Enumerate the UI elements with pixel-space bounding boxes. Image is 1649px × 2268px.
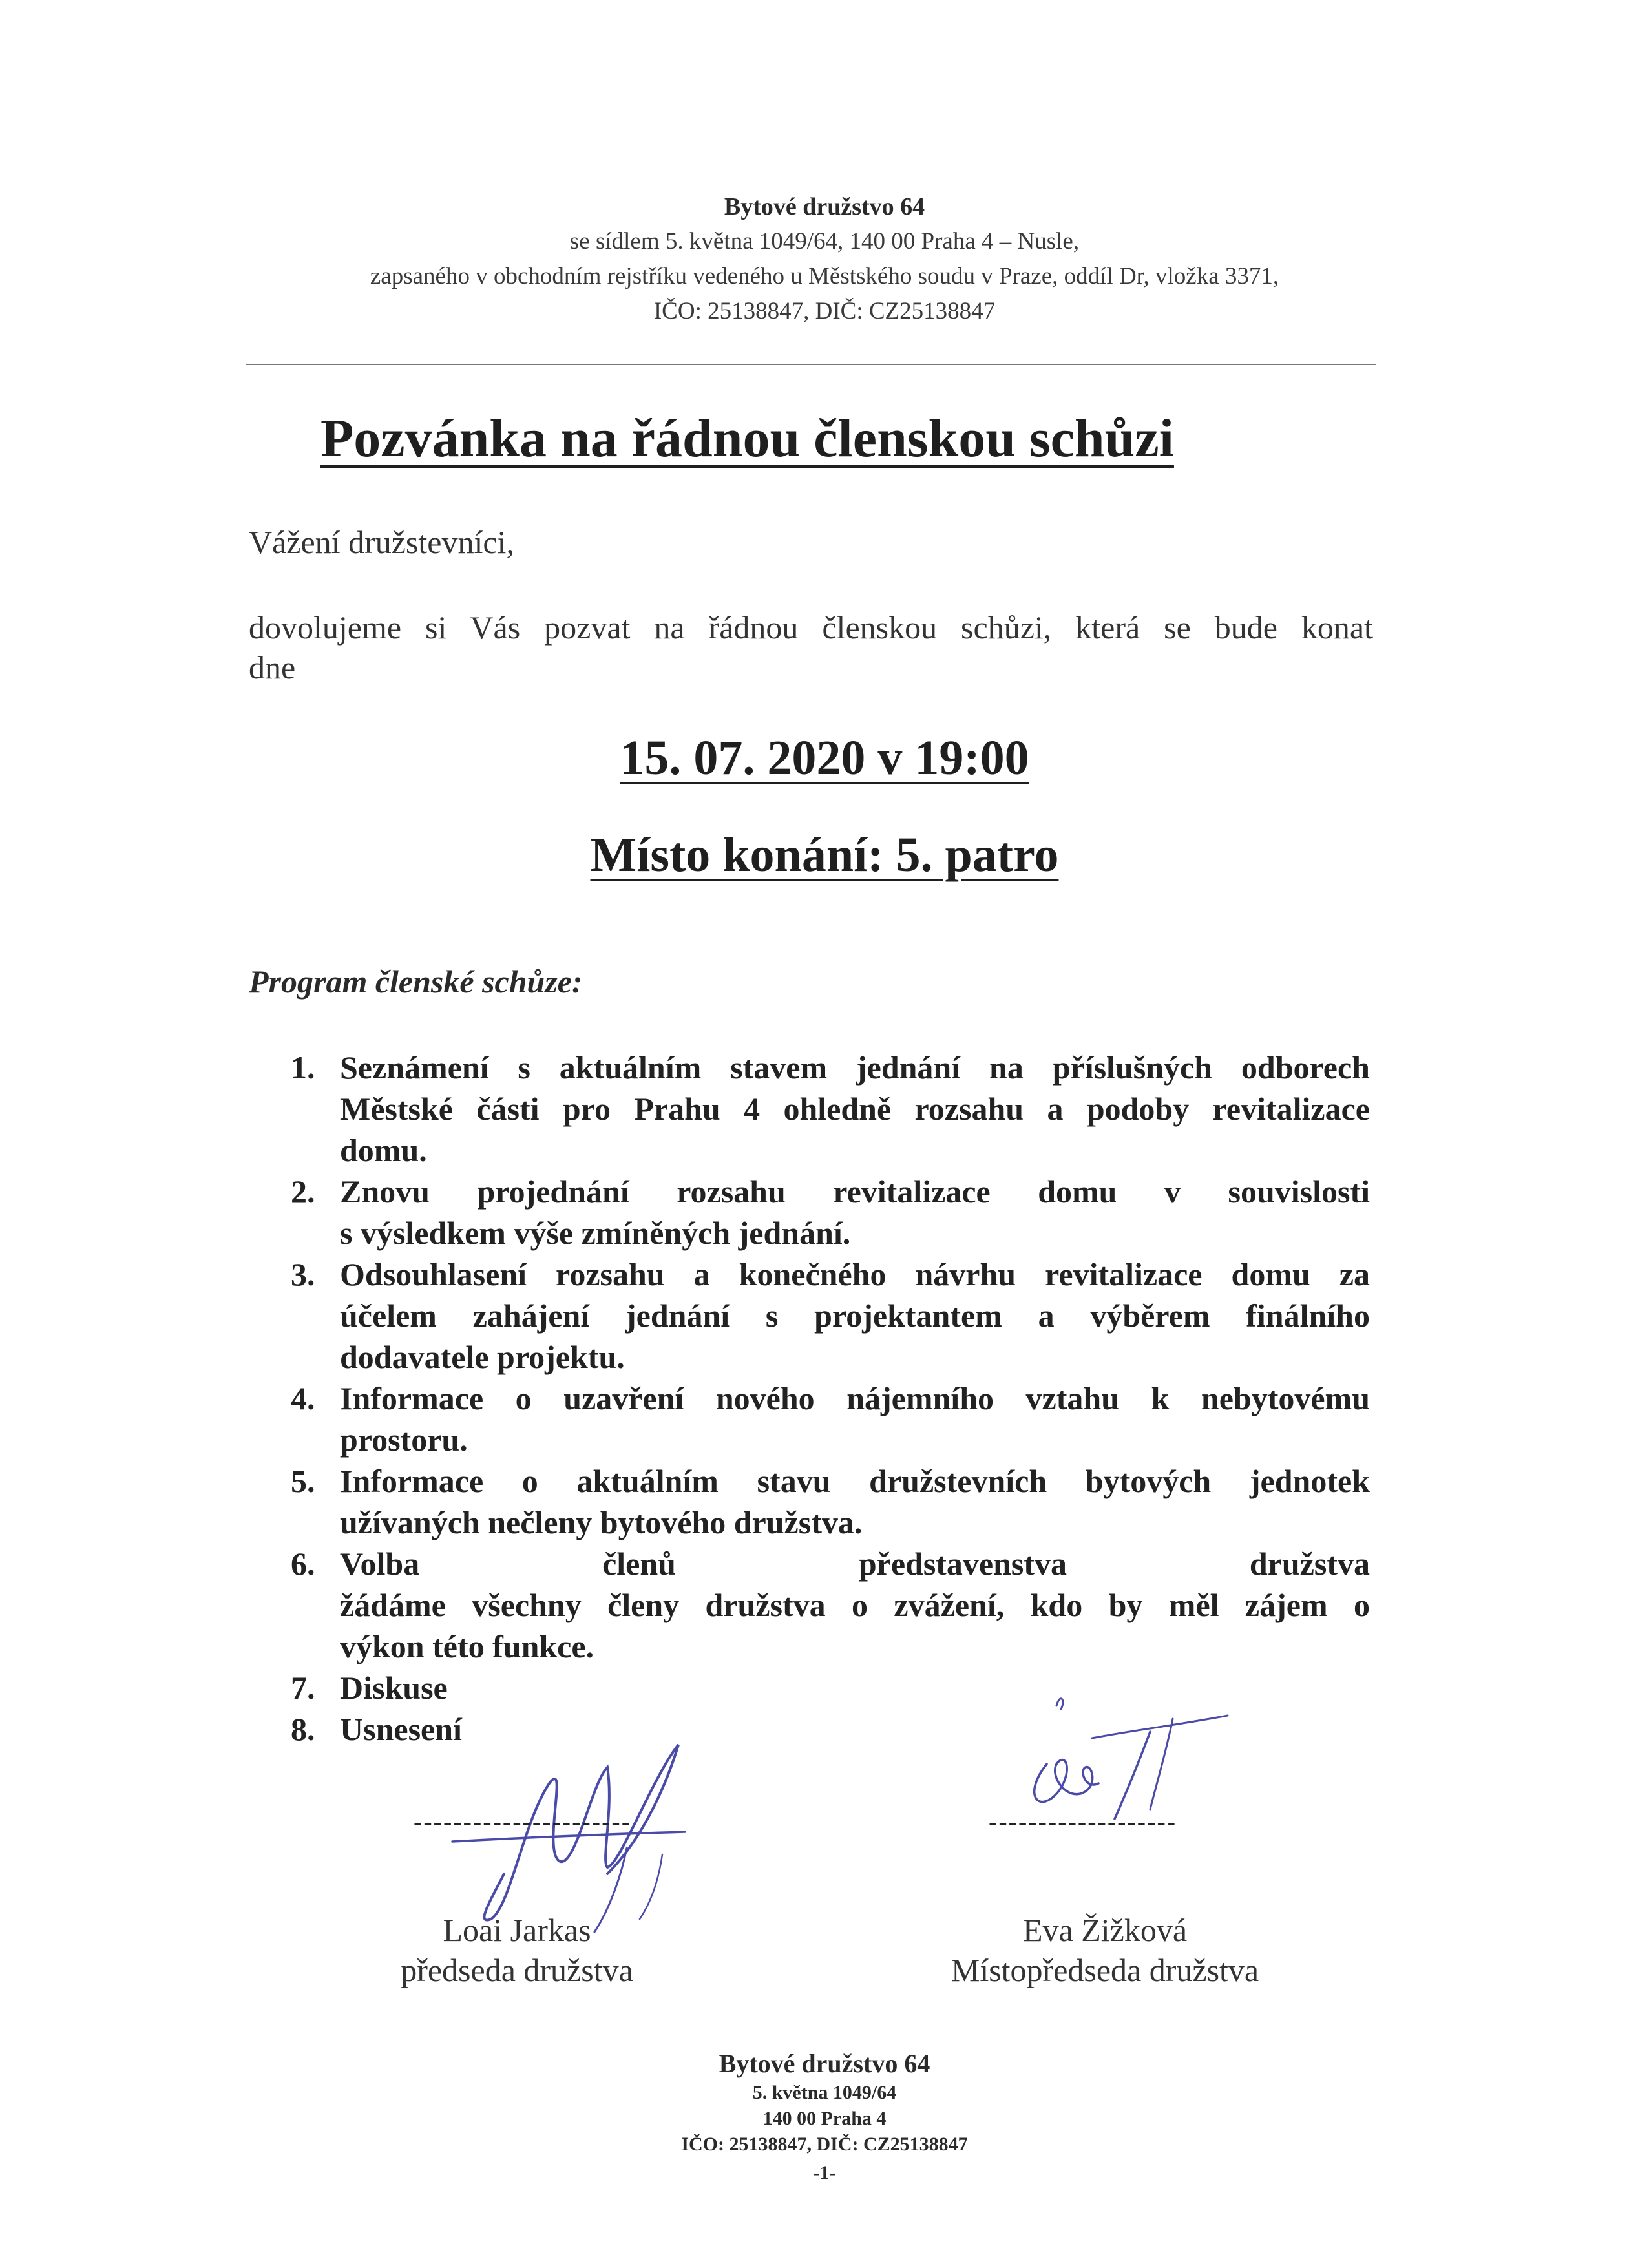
meeting-venue: Místo konání: 5. patro bbox=[590, 828, 1059, 882]
stamp-name: Bytové družstvo 64 bbox=[719, 2049, 930, 2078]
agenda-item-text: prostoru. bbox=[340, 1422, 468, 1458]
agenda-item-text: s výsledkem výše zmíněných jednání. bbox=[340, 1215, 851, 1251]
stamp-ids: IČO: 25138847, DIČ: CZ25138847 bbox=[681, 2134, 968, 2155]
agenda-item-text: účelem zahájení jednání s projektantem a výběrem finálního bbox=[340, 1297, 1370, 1334]
program-heading: Program členské schůze: bbox=[249, 963, 583, 1000]
agenda-item-number: 3. bbox=[291, 1256, 315, 1292]
agenda-item-text: domu. bbox=[340, 1132, 427, 1168]
signatory-role-right: Místopředseda družstva bbox=[951, 1952, 1259, 1988]
intro-text-line-2: dne bbox=[249, 649, 296, 686]
agenda-item-text: Diskuse bbox=[340, 1670, 448, 1706]
agenda-item-text: Informace o uzavření nového nájemního vztahu k nebytovému bbox=[340, 1380, 1370, 1416]
agenda-item-text: užívaných nečleny bytového družstva. bbox=[340, 1504, 863, 1540]
agenda-item-number: 5. bbox=[291, 1463, 315, 1499]
agenda-item-text: Seznámení s aktuálním stavem jednání na příslušných odborech bbox=[340, 1049, 1370, 1086]
agenda-item bbox=[291, 1047, 1370, 1171]
agenda-item bbox=[291, 1171, 1370, 1254]
stamp-street: 5. května 1049/64 bbox=[752, 2082, 897, 2103]
intro-text-line-1: dovolujeme si Vás pozvat na řádnou členskou schůzi, která se bude konat bbox=[249, 609, 1373, 646]
agenda-item bbox=[291, 1378, 1370, 1460]
agenda-item-number: 4. bbox=[291, 1380, 315, 1416]
agenda-item-text: Informace o aktuálním stavu družstevních bytových jednotek bbox=[340, 1463, 1370, 1499]
agenda-item-number: 8. bbox=[291, 1711, 315, 1747]
agenda-item-number: 2. bbox=[291, 1173, 315, 1210]
meeting-datetime: 15. 07. 2020 v 19:00 bbox=[620, 731, 1029, 785]
agenda-item-text: žádáme všechny členy družstva o zvážení, kdo by měl zájem o bbox=[340, 1587, 1370, 1623]
agenda-item-text: Usnesení bbox=[340, 1711, 462, 1747]
agenda-item-text: Znovu projednání rozsahu revitalizace domu v souvislosti bbox=[340, 1173, 1370, 1210]
stamp-city: 140 00 Praha 4 bbox=[762, 2108, 887, 2129]
organization-address: se sídlem 5. května 1049/64, 140 00 Praha 4 – Nusle, bbox=[569, 228, 1080, 255]
agenda-item-text: Odsouhlasení rozsahu a konečného návrhu revitalizace domu za bbox=[340, 1256, 1370, 1292]
organization-name: Bytové družstvo 64 bbox=[724, 193, 925, 220]
agenda-item-text: Volba členů představenstva družstva bbox=[340, 1546, 1370, 1582]
organization-ids: IČO: 25138847, DIČ: CZ25138847 bbox=[653, 298, 996, 324]
signatory-name-left: Loai Jarkas bbox=[443, 1912, 591, 1948]
agenda-item-number: 6. bbox=[291, 1546, 315, 1582]
agenda-item-text: Městské části pro Prahu 4 ohledně rozsahu a podoby revitalizace bbox=[340, 1091, 1370, 1127]
agenda-item bbox=[291, 1460, 1370, 1543]
agenda-item bbox=[291, 1543, 1370, 1667]
greeting: Vážení družstevníci, bbox=[249, 524, 514, 560]
agenda-item-text: dodavatele projektu. bbox=[340, 1339, 625, 1375]
agenda-item-number: 1. bbox=[291, 1049, 315, 1086]
agenda-item-text: výkon této funkce. bbox=[340, 1628, 594, 1664]
organization-registry: zapsaného v obchodním rejstříku vedeného u Městského soudu v Praze, oddíl Dr, vložka 3371, bbox=[370, 263, 1279, 289]
signature-line-right: ------------------- bbox=[989, 1807, 1177, 1836]
agenda-item-number: 7. bbox=[291, 1670, 315, 1706]
signature-line-left: ---------------------- bbox=[414, 1807, 632, 1836]
header-divider bbox=[246, 364, 1376, 365]
agenda-item bbox=[291, 1254, 1370, 1378]
signatory-name-right: Eva Žižková bbox=[1022, 1912, 1188, 1948]
agenda-list bbox=[291, 1047, 1370, 1750]
signatory-role-left: předseda družstva bbox=[401, 1952, 633, 1988]
page-number: -1- bbox=[813, 2162, 836, 2183]
document-title: Pozvánka na řádnou členskou schůzi bbox=[320, 408, 1174, 468]
